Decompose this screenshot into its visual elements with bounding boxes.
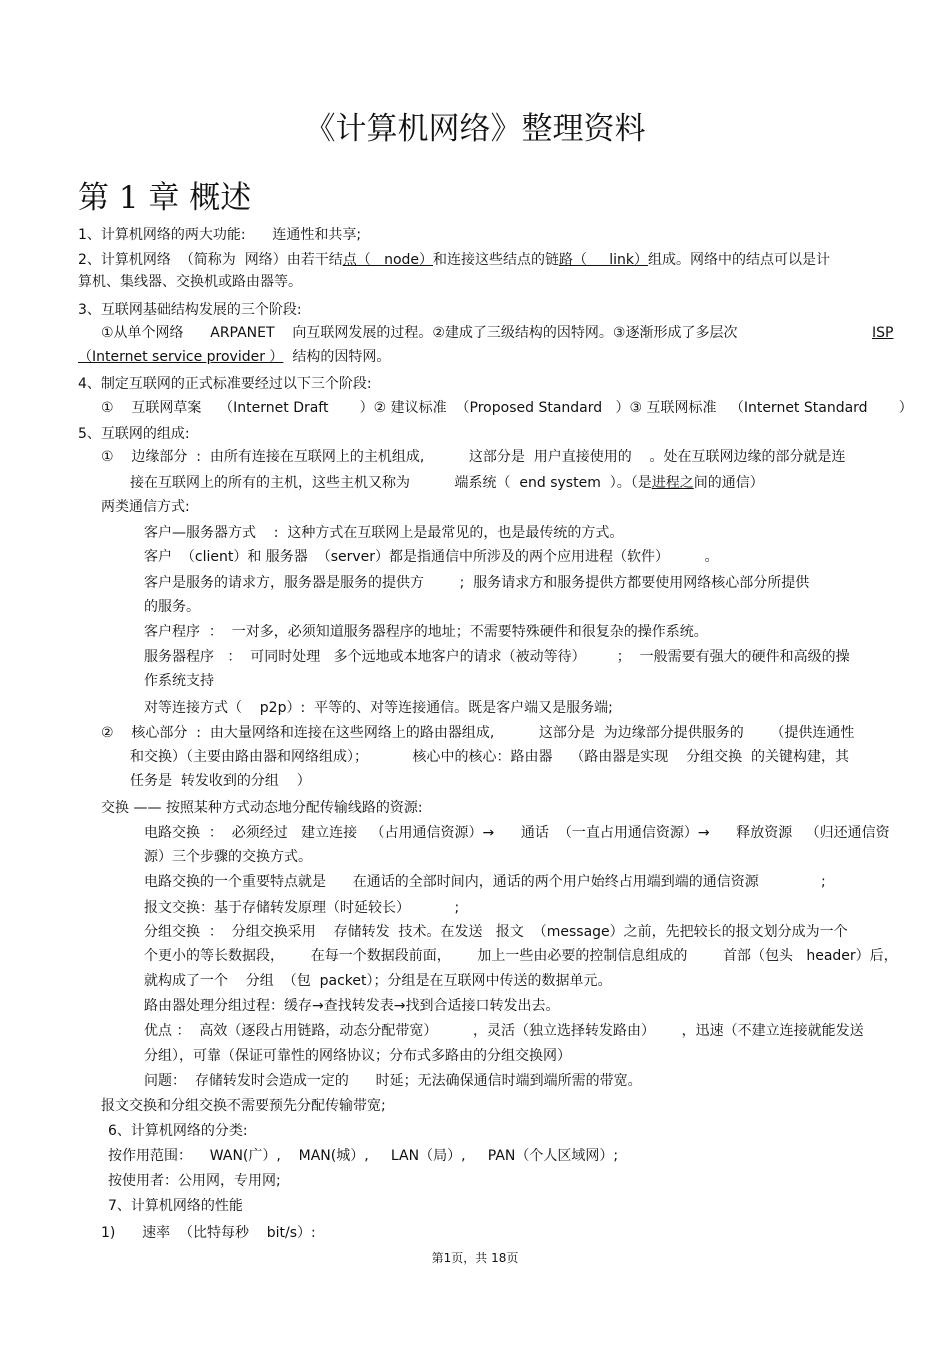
text-line: 电路交换 ： 必须经过 建立连接 （占用通信资源）→ 通话 （一直占用通信资源）→ 释放资源 （归还通信资 bbox=[144, 825, 890, 841]
text-line: ② 核心部分 : 由大量网络和连接在这些网络上的路由器组成, 这部分是 为边缘部分提供服务的 （提供连通性 bbox=[101, 725, 855, 741]
text-line: 的服务。 bbox=[144, 599, 200, 615]
text-line: 路由器处理分组过程：缓存→查找转发表→找到合适接口转发出去。 bbox=[144, 998, 560, 1014]
text-line: 6、计算机网络的分类: bbox=[108, 1123, 248, 1139]
text-segment: 结构的因特网。 bbox=[283, 349, 391, 365]
text-line: 客户是服务的请求方，服务器是服务的提供方 ; 服务请求方和服务提供方都要使用网络核心部分所提供 bbox=[144, 575, 810, 591]
text-line: 算机、集线器、交换机或路由器等。 bbox=[78, 274, 302, 290]
text-line: 个更小的等长数据段， 在每一个数据段前面， 加上一些由必要的控制信息组成的 首部（包头 header）后， bbox=[144, 948, 898, 964]
underlined-term: 路（ link） bbox=[559, 252, 649, 268]
text-line: 客户—服务器方式 : 这种方式在互联网上是最常见的，也是最传统的方式。 bbox=[144, 525, 624, 541]
text-line bbox=[130, 472, 764, 494]
underlined-term: （Internet service provider ） bbox=[78, 349, 284, 365]
text-segment: 接在互联网上的所有的主机，这些主机又称为 端系统（ end system ）。（是 bbox=[130, 475, 652, 491]
text-line: 作系统支持 bbox=[144, 673, 214, 689]
text-line: 7、计算机网络的性能 bbox=[108, 1198, 243, 1214]
underlined-term: ISP bbox=[872, 325, 894, 341]
text-line: 交换 —— 按照某种方式动态地分配传输线路的资源: bbox=[101, 800, 423, 816]
text-line: 和交换）（主要由路由器和网络组成）； 核心中的核心：路由器 （路由器是实现 分组交换 的关键构建，其 bbox=[130, 749, 850, 765]
text-line: ① 互联网草案 （Internet Draft ）② 建议标准 （Proposed Standard ）③ 互联网标准 （Internet Standard ） bbox=[101, 400, 913, 416]
text-line: 服务器程序 ： 可同时处理 多个远地或本地客户的请求（被动等待） ； 一般需要有强大的硬件和高级的操 bbox=[144, 649, 850, 665]
text-line: 源）三个步骤的交换方式。 bbox=[144, 849, 312, 865]
text-line: 5、互联网的组成: bbox=[78, 426, 190, 442]
text-line: 就构成了一个 分组 （包 packet）；分组是在互联网中传送的数据单元。 bbox=[144, 973, 612, 989]
text-line: 客户 （client）和 服务器 （server）都是指通信中所涉及的两个应用进程（软件） 。 bbox=[144, 549, 719, 565]
text-line: 分组交换 ： 分组交换采用 存储转发 技术。在发送 报文 （message）之前，先把较长的报文划分成为一个 bbox=[144, 924, 848, 940]
document-title: 《计算机网络》整理资料 bbox=[304, 111, 646, 147]
text-line: 3、互联网基础结构发展的三个阶段: bbox=[78, 302, 302, 318]
text-segment: 组成。网络中的结点可以是计 bbox=[648, 252, 831, 268]
text-line bbox=[78, 346, 390, 368]
text-line: 按使用者：公用网，专用网; bbox=[108, 1173, 281, 1189]
page-number: 第1页，共 18页 bbox=[431, 1251, 519, 1265]
text-line: 任务是 转发收到的分组 ） bbox=[130, 773, 311, 789]
text-line: 对等连接方式（ p2p）: 平等的、对等连接通信。既是客户端又是服务端; bbox=[144, 700, 613, 716]
text-segment: 2、计算机网络 （简称为 网络）由若干结 bbox=[78, 252, 343, 268]
text-line: 分组），可靠（保证可靠性的网络协议；分布式多路由的分组交换网） bbox=[144, 1048, 571, 1064]
text-line bbox=[78, 249, 830, 271]
text-line: 4、制定互联网的正式标准要经过以下三个阶段: bbox=[78, 376, 372, 392]
underlined-term: 进程之 bbox=[651, 475, 694, 491]
text-line: ① 边缘部分 : 由所有连接在互联网上的主机组成, 这部分是 用户直接使用的 。处在互联网边缘的部分就是连 bbox=[101, 449, 846, 465]
chapter-heading: 第 1 章 概述 bbox=[78, 180, 252, 216]
text-line: ①从单个网络 ARPANET 向互联网发展的过程。②建成了三级结构的因特网。③逐渐形成了多层次 bbox=[101, 325, 738, 341]
text-segment: 和连接这些结点的链 bbox=[433, 252, 560, 268]
text-line: 电路交换的一个重要特点就是 在通话的全部时间内，通话的两个用户始终占用端到端的通信资源 ; bbox=[144, 874, 826, 890]
text-line: 问题： 存储转发时会造成一定的 时延；无法确保通信时端到端所需的带宽。 bbox=[144, 1073, 642, 1089]
text-line: 两类通信方式: bbox=[101, 499, 190, 515]
text-line: 优点 ： 高效（逐段占用链路，动态分配带宽） ，灵活（独立选择转发路由） ，迅速（不建立连接就能发送 bbox=[144, 1023, 864, 1039]
text-line: 客户程序 ： 一对多，必须知道服务器程序的地址；不需要特殊硬件和很复杂的操作系统。 bbox=[144, 624, 708, 640]
text-segment: 间的通信） bbox=[693, 475, 764, 491]
text-line: 报文交换：基于存储转发原理（时延较长） ; bbox=[144, 900, 460, 916]
text-line: 1) 速率 （比特每秒 bit/s）: bbox=[101, 1225, 316, 1241]
underlined-term: 点（ node） bbox=[342, 252, 434, 268]
text-line: 1、计算机网络的两大功能: 连通性和共享; bbox=[78, 227, 362, 243]
text-line: 报文交换和分组交换不需要预先分配传输带宽; bbox=[101, 1098, 386, 1114]
text-line: 按作用范围： WAN(广）, MAN(城）, LAN（局）, PAN（个人区域网）; bbox=[108, 1148, 619, 1164]
